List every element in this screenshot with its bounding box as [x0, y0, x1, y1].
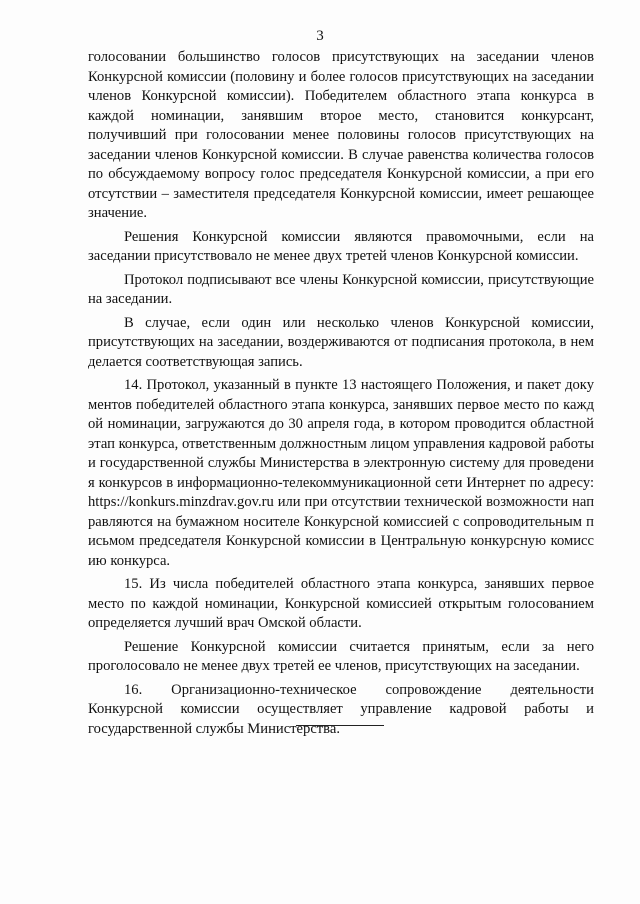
paragraph-decision: Решение Конкурсной комиссии считается принятым, если за него проголосовало не менее двух третей ее членов, присутствующих на заседании. [88, 638, 594, 674]
end-divider [296, 725, 384, 726]
paragraph-quorum: Решения Конкурсной комиссии являются правомочными, если на заседании присутствовало не менее двух третей членов Конкурсной комиссии. [88, 228, 594, 264]
paragraph-voting-rules: голосовании большинство голосов присутствующих на заседании членов Конкурсной комиссии (половину и более голосов присутствующих на заседании членов Конкурсной комиссии). Победителем областного этапа конкурса в каждой номинации, занявшим второе место, становится конкурсант, получивший при голосовании менее половины голосов присутствующих на заседании членов Конкурсной комиссии. В случае равенства количества голосов по обсуждаемому вопросу голос председателя Конкурсной комиссии, а при его отсутствии – заместителя председателя Конкурсной комиссии, имеет решающее значение. [88, 49, 594, 221]
document-body [88, 48, 594, 743]
paragraph-protocol-signing: Протокол подписывают все члены Конкурсной комиссии, присутствующие на заседании. [88, 271, 594, 307]
paragraph-item-16: 16. Организационно-техническое сопровождение деятельности Конкурсной комиссии осуществляет управление кадровой работы и государственной службы Министерства. [88, 681, 594, 737]
paragraph-item-15: 15. Из числа победителей областного этапа конкурса, занявших первое место по каждой номинации, Конкурсной комиссией открытым голосованием определяется лучший врач Омской области. [88, 576, 594, 631]
paragraph-item-14: 14. Протокол, указанный в пункте 13 настоящего Положения, и пакет документов победителей областного этапа конкурса, занявших первое место по каждой номинации, загружаются до 30 апреля года, в котором проводится областной этап конкурса, ответственным должностным лицом управления кадровой работы и государственной службы Министерства в электронную систему для проведения конкурсов в информационно-телекоммуникационной сети Интернет по адресу: https://konkurs.minzdrav.gov.ru или при отсутствии технической возможности направляются на бумажном носителе Конкурсной комиссией с сопроводительным письмом председателя Конкурсной комиссии в Центральную конкурсную комиссию конкурса. [88, 377, 594, 569]
page-number: 3 [316, 28, 324, 44]
paragraph-abstention: В случае, если один или несколько членов Конкурсной комиссии, присутствующих на заседании, воздерживаются от подписания протокола, в нем делается соответствующая запись. [88, 314, 594, 370]
